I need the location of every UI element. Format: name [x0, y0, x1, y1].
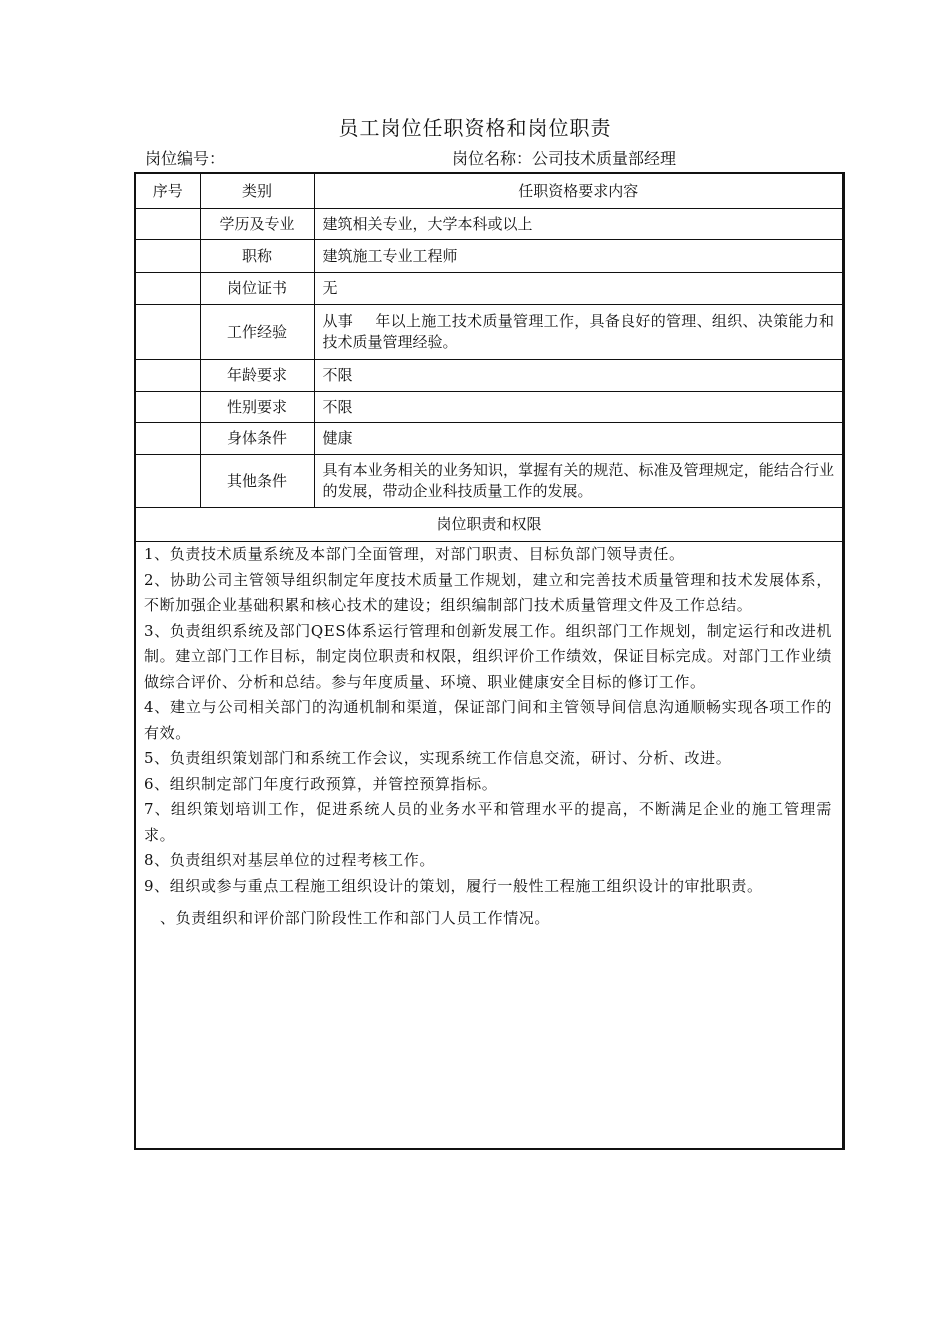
table-row [135, 455, 844, 508]
header-number: 序号 [135, 173, 200, 209]
row-content: 不限 [314, 392, 844, 423]
row-category: 年龄要求 [200, 360, 314, 392]
duty-item: 3、负责组织系统及部门QES体系运行管理和创新发展工作。组织部门工作规划，制定运行和改进机制。建立部门工作目标，制定岗位职责和权限，组织评价工作绩效，保证目标完成。对部门工作业绩做综合评价、分析和总结。参与年度质量、环境、职业健康安全目标的修订工作。 [144, 621, 832, 691]
table-row [135, 360, 844, 392]
row-category: 性别要求 [200, 392, 314, 423]
duty-item: 5、负责组织策划部门和系统工作会议，实现系统工作信息交流，研讨、分析、改进。 [144, 749, 732, 767]
duty-item: 6、组织制定部门年度行政预算，并管控预算指标。 [144, 774, 498, 793]
duty-item: 7、组织策划培训工作，促进系统人员的业务水平和管理水平的提高，不断满足企业的施工管理需求。 [144, 800, 832, 844]
duty-item: 4、建立与公司相关部门的沟通机制和渠道，保证部门间和主管领导间信息沟通顺畅实现各项工作的有效。 [144, 698, 832, 742]
row-number [135, 273, 200, 305]
duty-item: 8、负责组织对基层单位的过程考核工作。 [144, 851, 435, 869]
position-name-value: 公司技术质量部经理 [532, 149, 677, 168]
duty-item: 9、组织或参与重点工程施工组织设计的策划，履行一般性工程施工组织设计的审批职责。 [144, 876, 763, 895]
row-category: 职称 [200, 240, 314, 273]
position-name-label: 岗位名称： [452, 149, 533, 168]
header-category: 类别 [200, 173, 314, 209]
table-row [135, 305, 844, 360]
row-category: 其他条件 [200, 455, 314, 508]
row-content: 健康 [314, 423, 844, 455]
duties-heading: 岗位职责和权限 [135, 508, 844, 542]
position-code-label: 岗位编号： [145, 149, 226, 168]
qualification-table [134, 172, 845, 1150]
duty-item: 1、负责技术质量系统及本部门全面管理，对部门职责、目标负部门领导责任。 [144, 545, 685, 563]
row-category: 岗位证书 [200, 273, 314, 305]
row-category: 工作经验 [200, 305, 314, 360]
row-number [135, 455, 200, 508]
row-content: 建筑相关专业，大学本科或以上 [314, 209, 844, 240]
row-category: 身体条件 [200, 423, 314, 455]
experience-prefix: 从事 [322, 312, 354, 330]
table-row [135, 209, 844, 240]
table-row [135, 273, 844, 305]
row-content: 具有本业务相关的业务知识，掌握有关的规范、标准及管理规定，能结合行业的发展，带动企业科技质量工作的发展。 [314, 455, 844, 508]
row-number [135, 392, 200, 423]
duty-item: 、负责组织和评价部门阶段性工作和部门人员工作情况。 [160, 909, 551, 927]
table-row [135, 392, 844, 423]
row-category: 学历及专业 [200, 209, 314, 240]
page-title: 员工岗位任职资格和岗位职责 [338, 116, 612, 140]
row-content [314, 305, 844, 360]
duties-header-row [135, 508, 844, 542]
duty-item: 2、协助公司主管领导组织制定年度技术质量工作规划，建立和完善技术质量管理和技术发展体系，不断加强企业基础积累和核心技术的建设；组织编制部门技术质量管理文件及工作总结。 [144, 570, 832, 614]
duties-body-row [135, 542, 844, 1150]
row-number [135, 305, 200, 360]
row-content: 不限 [314, 360, 844, 392]
table-header-row [135, 173, 844, 209]
table-row [135, 423, 844, 455]
experience-suffix: 年以上施工技术质量管理工作，具备良好的管理、组织、决策能力和技术质量管理经验。 [322, 312, 834, 351]
row-number [135, 209, 200, 240]
row-number [135, 423, 200, 455]
row-number [135, 360, 200, 392]
position-code [145, 146, 225, 169]
table-row [135, 240, 844, 273]
position-name [452, 146, 676, 169]
duties-list [135, 542, 844, 1150]
header-content: 任职资格要求内容 [314, 173, 844, 209]
row-content: 无 [314, 273, 844, 305]
row-number [135, 240, 200, 273]
row-content: 建筑施工专业工程师 [314, 240, 844, 273]
